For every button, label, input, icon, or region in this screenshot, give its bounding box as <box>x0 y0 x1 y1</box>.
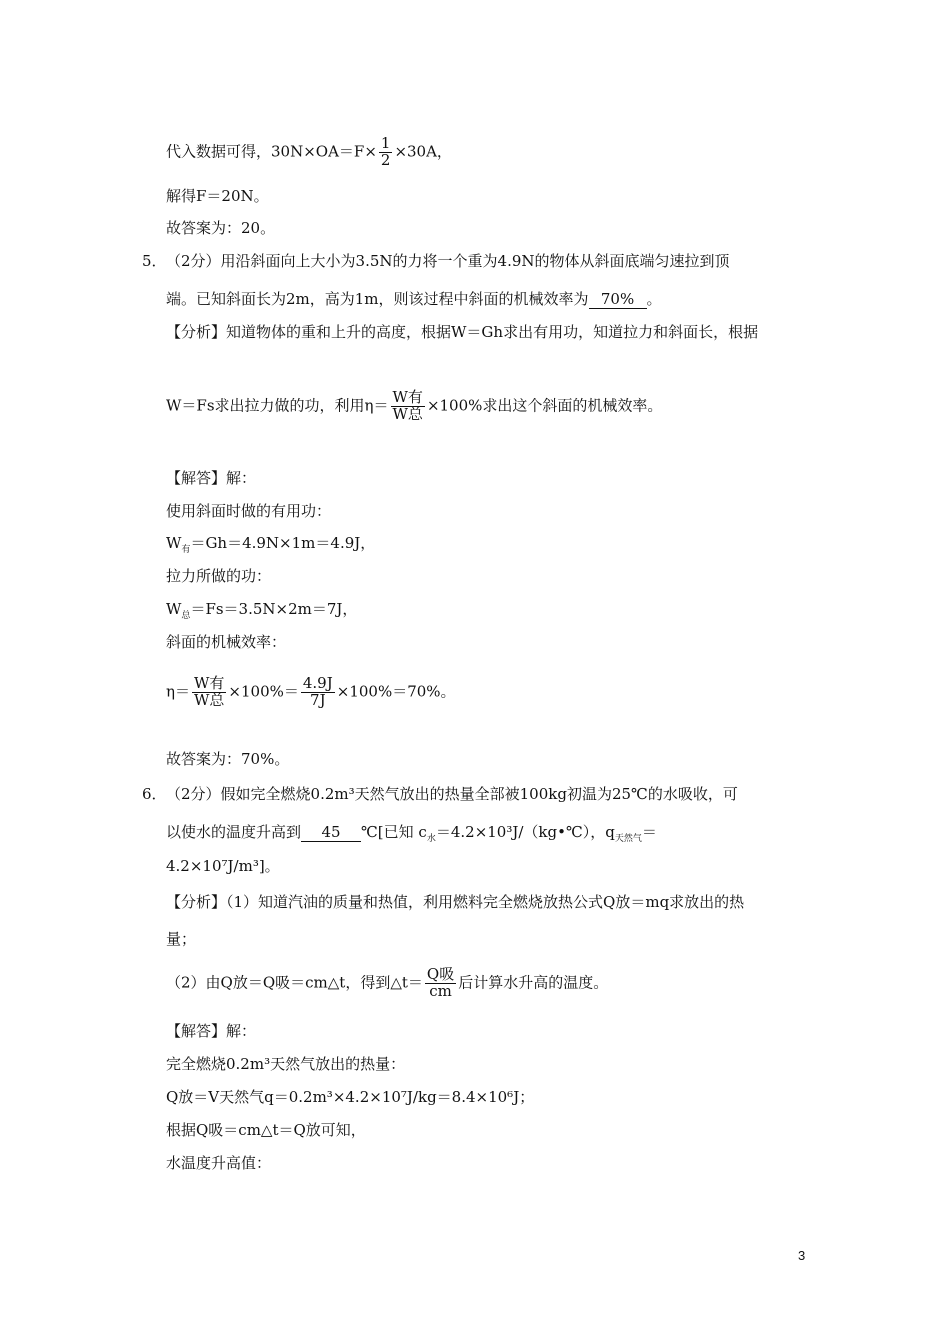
answer-blank-q5: 70% <box>589 290 647 309</box>
question-6-number: 6． <box>142 785 167 803</box>
numerator: W有 <box>392 388 423 406</box>
numerator: 1 <box>380 134 391 152</box>
fraction-values <box>301 676 335 709</box>
text: 。 <box>646 290 662 308</box>
solution-q6-step3: 根据Q吸＝cm△t＝Q放可知， <box>166 1121 366 1139</box>
question-5-text-line2 <box>166 289 662 309</box>
solution-header-q5: 【解答】解： <box>166 469 257 487</box>
analysis-q6-line2 <box>166 967 608 1000</box>
question-6-text-line1: （2分）假如完全燃烧0.2m³天然气放出的热量全部被100kg初温为25℃的水吸收，可 <box>166 785 738 803</box>
answer-line-q4: 故答案为：20。 <box>166 219 276 237</box>
text: ×100%求出这个斜面的机械效率。 <box>426 396 663 415</box>
text: W <box>166 600 182 618</box>
text: 端。已知斜面长为2m，高为1m，则该过程中斜面的机械效率为 <box>166 290 589 308</box>
text: ×30A， <box>394 142 452 161</box>
question-6-text-line3: 4.2×10⁷J/m³]。 <box>166 857 280 875</box>
text: ℃[已知 c <box>361 823 427 841</box>
text: （2）由Q放＝Q吸＝cm△t，得到△t＝ <box>166 973 423 992</box>
analysis-q6-line1: 【分析】（1）知道汽油的质量和热值，利用燃料完全燃烧放热公式Q放＝mq求放出的热 <box>166 893 745 911</box>
denominator: 2 <box>380 150 391 169</box>
denominator: 7J <box>310 690 326 709</box>
question-5-number: 5． <box>142 252 167 270</box>
numerator: 4.9J <box>302 674 333 692</box>
subscript: 有 <box>181 545 191 555</box>
fraction-one-half <box>379 136 393 169</box>
numerator: W有 <box>194 674 225 692</box>
answer-blank-q6: 45 <box>301 823 361 842</box>
solution-q6-step4: 水温度升高值： <box>166 1154 272 1172</box>
question-6-text-line2 <box>166 822 657 849</box>
page-number: 3 <box>798 1248 806 1263</box>
subscript: 天然气 <box>614 834 642 844</box>
question-5-text-line1: （2分）用沿斜面向上大小为3.5N的力将一个重为4.9N的物体从斜面底端匀速拉到顶 <box>166 252 730 270</box>
denominator: W总 <box>392 404 423 423</box>
subscript: 总 <box>181 611 191 621</box>
solution-q5-step2 <box>166 533 375 560</box>
fraction-efficiency <box>391 390 425 423</box>
solution-q5-step5: 斜面的机械效率： <box>166 633 287 651</box>
numerator: Q吸 <box>426 965 455 983</box>
denominator: cm <box>429 981 452 1000</box>
subscript: 水 <box>426 834 436 844</box>
denominator: W总 <box>194 690 225 709</box>
solution-q5-step3: 拉力所做的功： <box>166 567 272 585</box>
text: 以使水的温度升高到 <box>166 823 302 841</box>
text: W＝Fs求出拉力做的功，利用η＝ <box>166 396 389 415</box>
analysis-q6-line1-cont: 量； <box>166 930 197 948</box>
solution-header-q6: 【解答】解： <box>166 1022 257 1040</box>
solution-q5-step1: 使用斜面时做的有用功： <box>166 502 332 520</box>
text: 代入数据可得，30N×OA＝F× <box>166 142 377 161</box>
text: ＝4.2×10³J/（kg•℃），q <box>435 823 615 841</box>
fraction-efficiency <box>192 676 226 709</box>
text: ×100%＝70%。 <box>336 682 456 701</box>
text: ＝Gh＝4.9N×1m＝4.9J， <box>190 534 376 552</box>
text: ×100%＝ <box>228 682 299 701</box>
text: W <box>166 534 182 552</box>
solution-line-result: 解得F＝20N。 <box>166 187 269 205</box>
text: η＝ <box>166 682 190 701</box>
solution-q6-step1: 完全燃烧0.2m³天然气放出的热量： <box>166 1055 406 1073</box>
text: 后计算水升高的温度。 <box>458 973 609 992</box>
answer-line-q5: 故答案为：70%。 <box>166 750 290 768</box>
fraction-delta-t <box>425 967 456 1000</box>
text: ＝ <box>641 823 657 841</box>
solution-line-substitute <box>166 136 452 169</box>
analysis-q5-line2 <box>166 390 662 423</box>
solution-q6-step2: Q放＝V天然气q＝0.2m³×4.2×10⁷J/kg＝8.4×10⁶J； <box>166 1088 535 1106</box>
analysis-q5-line1: 【分析】知道物体的重和上升的高度，根据W＝Gh求出有用功，知道拉力和斜面长，根据 <box>166 323 759 341</box>
solution-q5-equation <box>166 676 456 709</box>
text: ＝Fs＝3.5N×2m＝7J， <box>190 600 358 618</box>
solution-q5-step4 <box>166 599 357 626</box>
